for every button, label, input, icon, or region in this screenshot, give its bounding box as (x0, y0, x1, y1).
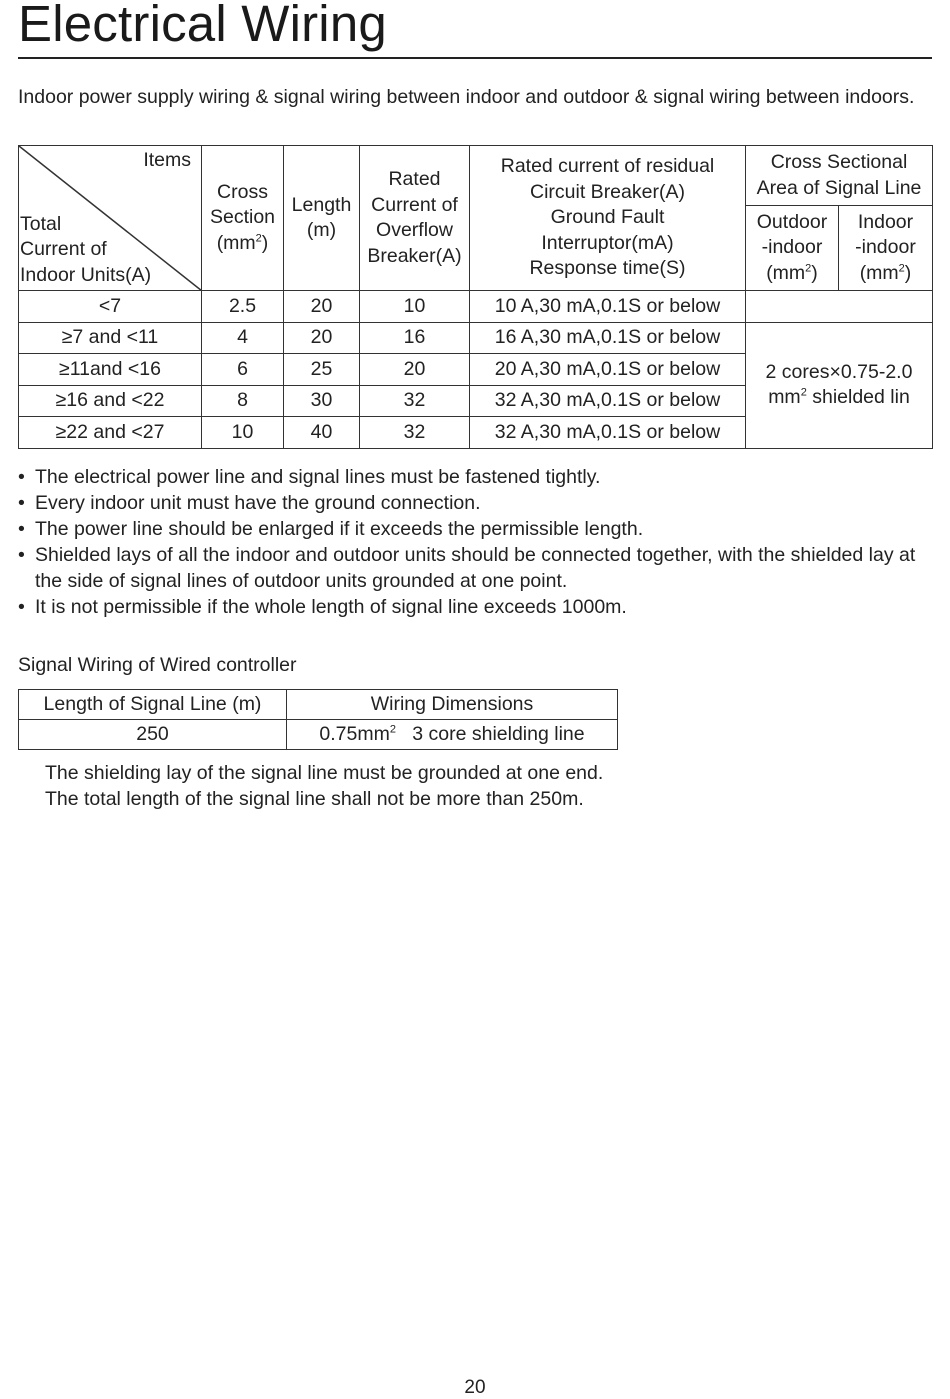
residual-breaker-header: Rated current of residual Circuit Breaker(A) Ground Fault Interruptor(mA) Response time(S) (470, 146, 746, 291)
list-item: • The power line should be enlarged if it exceeds the permissible length. (18, 516, 934, 542)
table-row (19, 690, 618, 720)
rated-current-header: Rated Current of Overflow Breaker(A) (360, 146, 470, 291)
indoor-indoor-header: Indoor -indoor $(mm^2)$ (839, 206, 933, 291)
controller-wiring-table (18, 689, 618, 750)
rated-cell: 16 (360, 322, 470, 354)
signal-area-header: Cross Sectional Area of Signal Line (746, 146, 933, 206)
dimension-value-cell: $0.75mm^2$ 3 core shielding line (287, 720, 618, 750)
rated-cell: 32 (360, 417, 470, 449)
list-item: • Every indoor unit must have the ground connection. (18, 490, 934, 516)
length-value-cell: 250 (19, 720, 287, 750)
residual-cell: 20 A,30 mA,0.1S or below (470, 354, 746, 386)
cross-section-cell: 8 (202, 385, 284, 417)
cross-section-cell: 6 (202, 354, 284, 386)
list-item: • Shielded lays of all the indoor and outdoor units should be connected together, with the shielded lay at the side of signal lines of outdoor units grounded at one point. (18, 542, 934, 594)
table-row (19, 720, 618, 750)
current-cell: ≥22 and <27 (19, 417, 202, 449)
dimensions-column-header: Wiring Dimensions (287, 690, 618, 720)
current-cell: ≥11and <16 (19, 354, 202, 386)
controller-notes (45, 760, 603, 812)
title-rule (18, 57, 932, 59)
rated-cell: 20 (360, 354, 470, 386)
table-row (19, 322, 933, 354)
cross-section-cell: 2.5 (202, 291, 284, 323)
corner-header-cell (19, 146, 202, 291)
intro-paragraph: Indoor power supply wiring & signal wiring between indoor and outdoor & signal wiring between indoors. (18, 86, 915, 108)
items-label: Items (143, 149, 191, 171)
rated-cell: 10 (360, 291, 470, 323)
residual-cell: 16 A,30 mA,0.1S or below (470, 322, 746, 354)
page-title: Electrical Wiring (18, 0, 387, 52)
outdoor-indoor-header: Outdoor -indoor $(mm^2)$ (746, 206, 839, 291)
current-cell: ≥7 and <11 (19, 322, 202, 354)
note-line: The total length of the signal line shall not be more than 250m. (45, 788, 584, 810)
wiring-spec-table (18, 145, 933, 449)
empty-signal-cell (746, 291, 933, 323)
list-item: • The electrical power line and signal lines must be fastened tightly. (18, 464, 934, 490)
table-row (19, 291, 933, 323)
residual-cell: 32 A,30 mA,0.1S or below (470, 385, 746, 417)
wiring-notes-list (18, 464, 934, 620)
length-cell: 40 (284, 417, 360, 449)
current-cell: ≥16 and <22 (19, 385, 202, 417)
current-cell: <7 (19, 291, 202, 323)
note-line: The shielding lay of the signal line must be grounded at one end. (45, 762, 604, 784)
length-cell: 20 (284, 291, 360, 323)
signal-line-spec-cell: 2 cores×0.75-2.0 $mm^2$ shielded lin (746, 322, 933, 448)
cross-section-cell: 4 (202, 322, 284, 354)
length-column-header: Length of Signal Line (m) (19, 690, 287, 720)
rated-cell: 32 (360, 385, 470, 417)
cross-section-header: Cross Section $(mm^2)$ (202, 146, 284, 291)
residual-cell: 10 A,30 mA,0.1S or below (470, 291, 746, 323)
length-cell: 20 (284, 322, 360, 354)
list-item: • It is not permissible if the whole length of signal line exceeds 1000m. (18, 594, 934, 620)
residual-cell: 32 A,30 mA,0.1S or below (470, 417, 746, 449)
length-cell: 30 (284, 385, 360, 417)
page-number: 20 (464, 1377, 486, 1398)
total-current-label: Total Current of Indoor Units(A) (20, 212, 152, 286)
cross-section-cell: 10 (202, 417, 284, 449)
length-header: Length (m) (284, 146, 360, 291)
length-cell: 25 (284, 354, 360, 386)
controller-section-heading: Signal Wiring of Wired controller (18, 654, 297, 676)
